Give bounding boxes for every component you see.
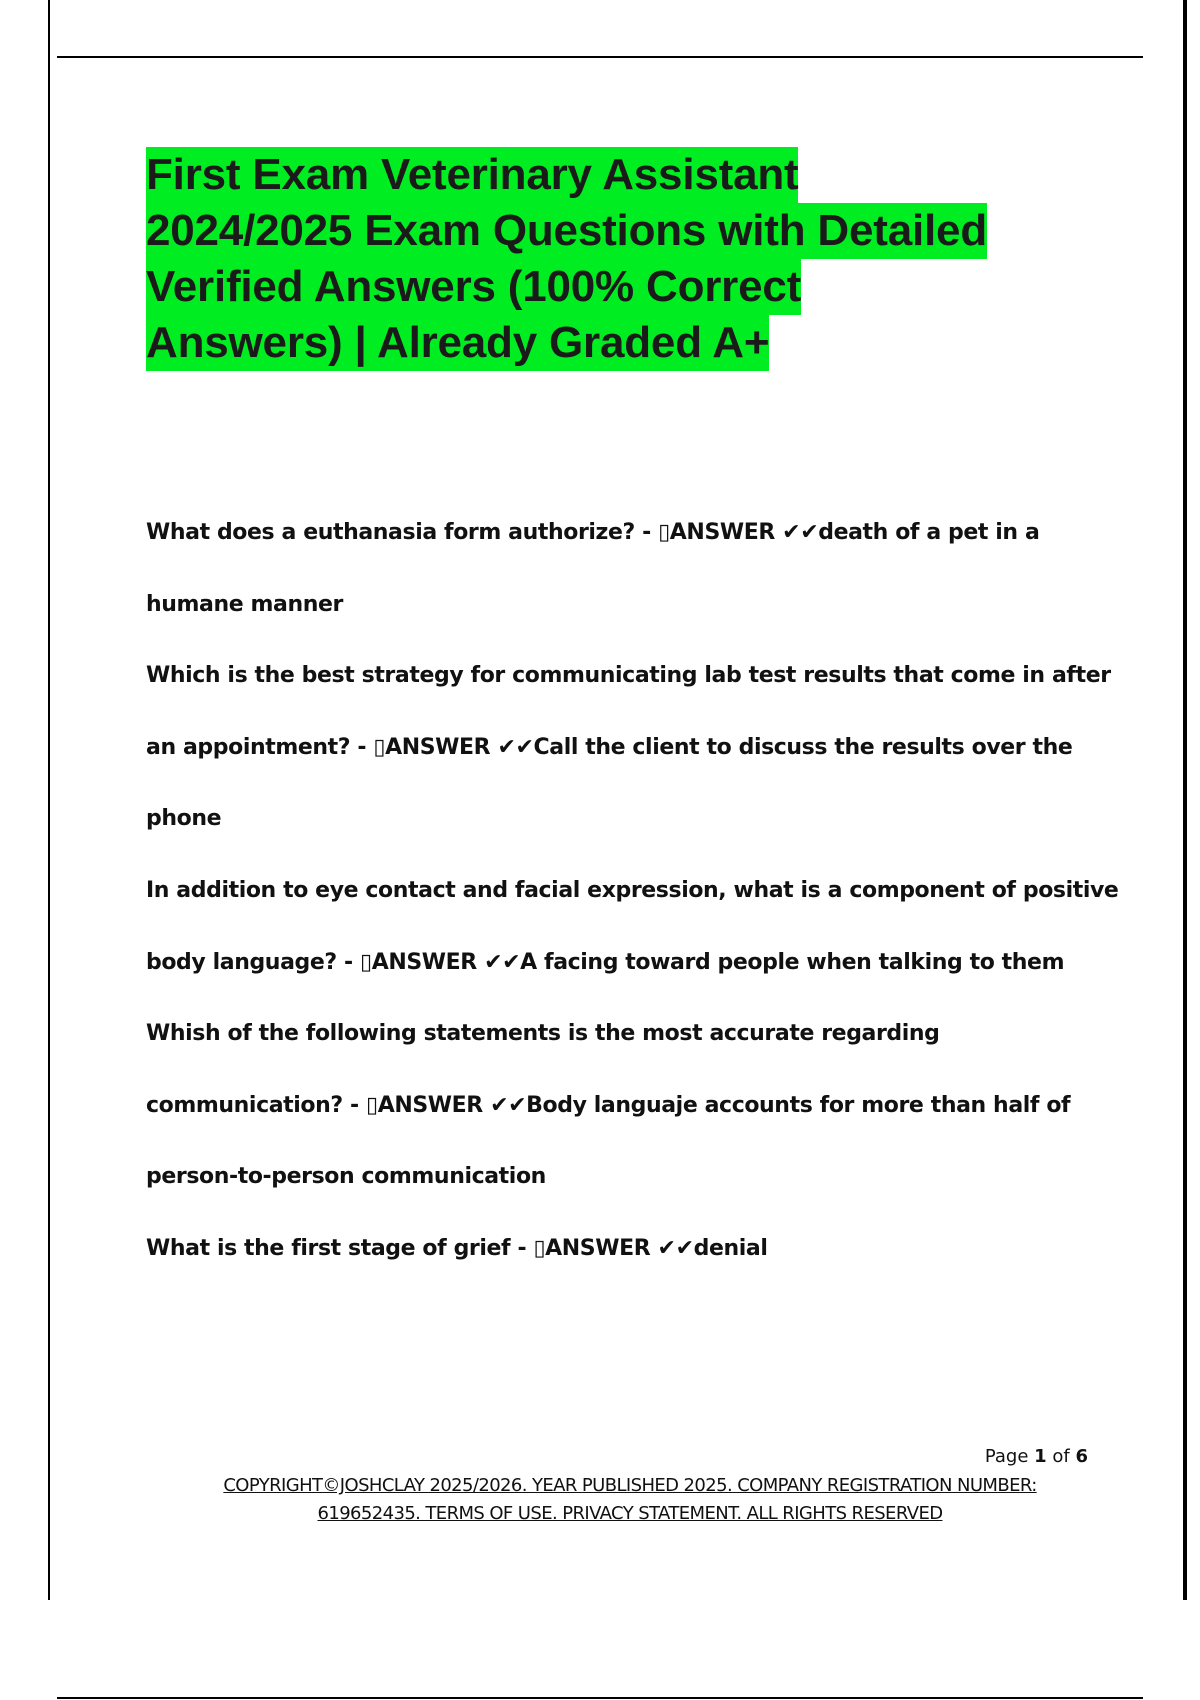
qa-line: communication? - ▯ANSWER ✔✔Body languaje accounts for more than half of	[146, 1092, 1071, 1118]
title-line: Answers) | Already Graded A+	[146, 315, 769, 371]
page-prefix: Page	[984, 1446, 1035, 1467]
page-indicator	[985, 1446, 1088, 1467]
footer-line: COPYRIGHT©JOSHCLAY 2025/2026. YEAR PUBLISHED 2025. COMPANY REGISTRATION NUMBER:	[223, 1475, 1037, 1496]
page-border-left	[48, 0, 50, 1600]
qa-line: humane manner	[146, 591, 344, 617]
document-title	[146, 147, 1146, 371]
title-line: Verified Answers (100% Correct	[146, 259, 801, 315]
qa-line: Whish of the following statements is the most accurate regarding	[146, 1021, 940, 1047]
title-line: 2024/2025 Exam Questions with Detailed	[146, 203, 987, 259]
page-total: 6	[1075, 1446, 1088, 1467]
qa-line: In addition to eye contact and facial expression, what is a component of positive	[146, 877, 1119, 903]
qa-line: person-to-person communication	[146, 1164, 546, 1190]
footer-line: 619652435. TERMS OF USE. PRIVACY STATEMENT. ALL RIGHTS RESERVED	[317, 1503, 943, 1524]
top-rule	[57, 56, 1143, 58]
copyright-footer	[160, 1472, 1100, 1528]
qa-line: Which is the best strategy for communicating lab test results that come in after	[146, 663, 1111, 689]
bottom-rule	[57, 1697, 1143, 1699]
qa-line: What is the first stage of grief - ▯ANSWER ✔✔denial	[146, 1235, 768, 1261]
qa-line: body language? - ▯ANSWER ✔✔A facing toward people when talking to them	[146, 949, 1065, 975]
page-of: of	[1046, 1446, 1076, 1467]
qa-line: an appointment? - ▯ANSWER ✔✔Call the client to discuss the results over the	[146, 734, 1073, 760]
page-border-right	[1183, 0, 1187, 1600]
qa-line: What does a euthanasia form authorize? - ▯ANSWER ✔✔death of a pet in a	[146, 520, 1040, 545]
qa-line: phone	[146, 806, 222, 832]
title-line: First Exam Veterinary Assistant	[146, 147, 798, 203]
page-current: 1	[1034, 1446, 1047, 1467]
qa-body	[146, 497, 1119, 1285]
